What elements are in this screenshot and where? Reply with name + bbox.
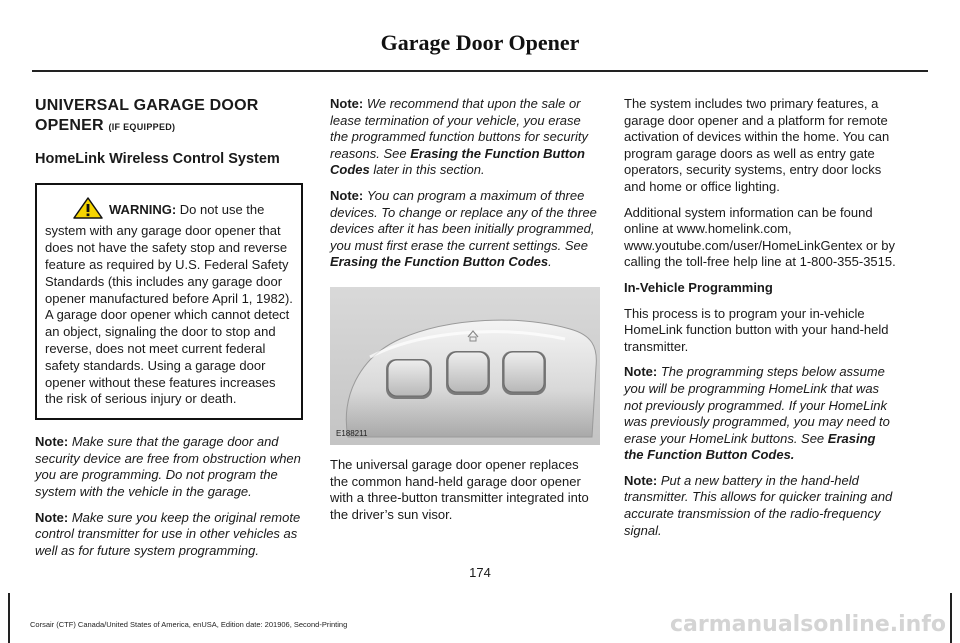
column-1 [35, 96, 303, 568]
note-text: Make sure that the garage door and security device are free from obstruction when you are programming. Do not program the system with the vehicle in the garage. [35, 434, 301, 499]
note-label: Note: [35, 509, 69, 525]
paragraph-additional-info: Additional system information can be found online at www.homelink.com, www.youtube.com/user/HomeLinkGentex or by calling the toll-free help line at 1-800-355-3515. [624, 204, 896, 270]
note-programming-steps [624, 364, 896, 464]
homelink-button-2[interactable] [446, 351, 490, 395]
header-divider [32, 70, 928, 72]
page-corner-mark-left [8, 593, 10, 643]
homelink-button-3[interactable] [502, 351, 546, 395]
column-2 [330, 96, 600, 532]
paragraph-process: This process is to program your in-vehicle HomeLink function button with your hand-held transmitter. [624, 305, 889, 354]
section-title [35, 96, 303, 137]
cross-reference-link[interactable]: Erasing the Function Button Codes [330, 254, 549, 270]
note-text: The programming steps below assume you will be programming HomeLink that was not previously programmed. If your HomeLink was previously programmed, you may need to erase your HomeLink buttons. See [624, 364, 890, 446]
note-text-after: later in this section. [373, 162, 485, 178]
note-label: Note: [330, 96, 364, 111]
paragraph-overview: The universal garage door opener replaces the common hand-held garage door opener with a three-button transmitter integrated into the driver’s sun visor. [330, 456, 589, 522]
note-text: We recommend that upon the sale or lease termination of your vehicle, you erase the programmed function buttons for security reasons. See [330, 96, 588, 161]
column-3 [624, 96, 896, 548]
cross-reference-link[interactable]: Erasing the Function Button Codes [330, 145, 585, 178]
warning-text: Do not use the system with any garage door opener that does not have the safety stop and reverse feature as required by U.S. Federal Safety Standards (this includes any garage door opener manufactured before April 1, 1982). A garage door opener which cannot detect an object, signaling the door to stop and reverse, does not meet current federal safety standards. Using a garage door opener without these features increases the risk of serious injury or death. [45, 201, 293, 407]
note-label: Note: [624, 364, 658, 380]
warning-label: WARNING: [109, 201, 177, 217]
note-label: Note: [35, 434, 69, 450]
note-text-after: . [548, 254, 552, 270]
edition-footer: Corsair (CTF) Canada/United States of America, enUSA, Edition date: 201906, Second-Printing [30, 620, 348, 629]
warning-box [35, 183, 303, 421]
section-title-line1: UNIVERSAL GARAGE DOOR [35, 97, 259, 114]
note-text: Make sure you keep the original remote control transmitter for use in other vehicles as well as for future system programming. [35, 509, 301, 558]
note-new-battery [624, 473, 896, 539]
subheading-in-vehicle-programming: In-Vehicle Programming [624, 279, 773, 295]
paragraph-features: The system includes two primary features, a garage door opener and a platform for remote activation of devices within the home. You can program garage doors as well as entry gate operators, security systems, entry door locks and home or office lighting. [624, 96, 890, 194]
cross-reference-link[interactable]: Erasing the Function Button Codes. [624, 430, 876, 463]
subheading-homelink: HomeLink Wireless Control System [35, 151, 280, 167]
warning-triangle-icon [73, 197, 103, 224]
homelink-button-1[interactable] [386, 359, 432, 399]
note-obstruction [35, 434, 303, 500]
note-label: Note: [330, 187, 364, 203]
note-erase-on-sale [330, 96, 600, 179]
watermark-logo: carmanualsonline.info [670, 612, 946, 637]
page-number: 174 [469, 565, 491, 580]
note-text: You can program a maximum of three devices. To change or replace any of the three devices after it has been initially programmed, you must first erase the current settings. See [330, 187, 597, 253]
page-title: Garage Door Opener [380, 30, 580, 55]
page-corner-mark-right [950, 593, 952, 643]
note-max-devices [330, 188, 600, 271]
note-label: Note: [624, 472, 658, 488]
sun-visor-transmitter-image [330, 287, 600, 445]
homelink-buttons-illustration [330, 287, 600, 445]
section-title-qualifier: (IF EQUIPPED) [108, 122, 176, 132]
note-keep-transmitter [35, 510, 303, 560]
note-text: Put a new battery in the hand-held transmitter. This allows for quicker training and accurate transmission of the radio-frequency signal. [624, 472, 893, 538]
figure-code: E188211 [336, 429, 368, 439]
section-title-line2: OPENER [35, 117, 104, 134]
